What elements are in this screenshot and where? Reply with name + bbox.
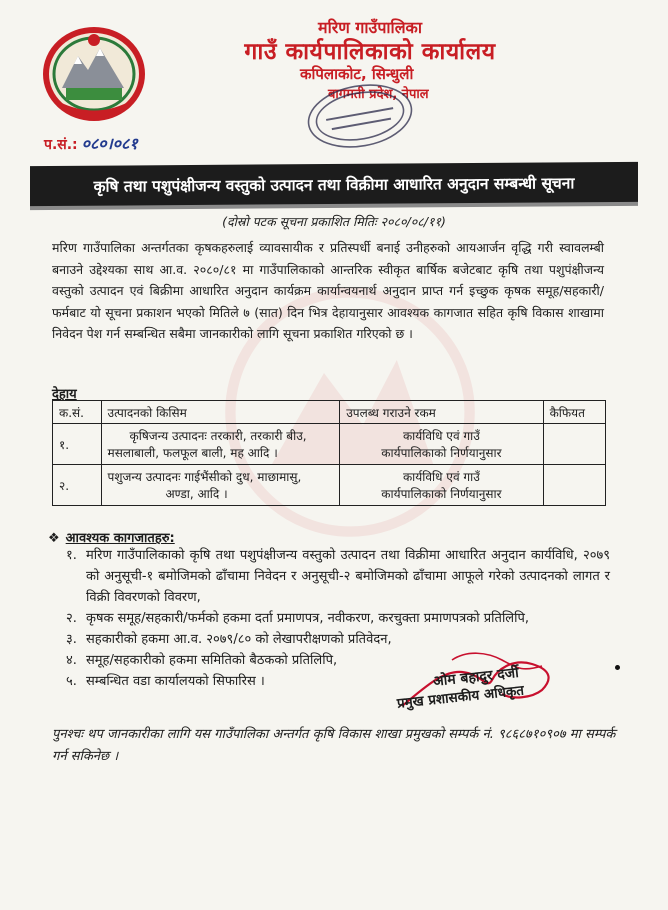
grant-table: [52, 400, 606, 506]
publication-date-text: (दोस्रो पटक सूचना प्रकाशित मितिः २०८०/०८/११): [222, 214, 446, 229]
col-header-sn: क.सं.: [53, 401, 102, 424]
contact-phone: ९८६८७१०९०७: [498, 727, 566, 742]
cell-amount: [340, 424, 543, 465]
postscript: [52, 724, 622, 768]
reference-number: [44, 132, 138, 154]
cell-sn: १.: [53, 424, 102, 465]
municipality-name: मरिण गाउँपालिका: [318, 18, 422, 37]
required-docs-title: आवश्यक कागजातहरु:: [65, 531, 175, 546]
list-item: [60, 545, 610, 608]
cell-amount-line-1: कार्यविधि एवं गाउँ: [402, 470, 480, 484]
cell-remarks: [543, 424, 605, 465]
list-item-number: ५.: [66, 674, 77, 689]
postscript-text: पुनश्चः थप जानकारीका लागि यस गाउँपालिका अन्तर्गत कृषि विकास शाखा प्रमुखको सम्पर्क नं.: [52, 727, 494, 742]
signatory-title: प्रमुख प्रशासकीय अधिकृत: [396, 682, 525, 712]
office-title: गाउँ कार्यपालिकाको कार्यालय: [244, 39, 496, 65]
col-header-remarks: कैफियत: [543, 401, 605, 424]
table-header-row: [53, 401, 606, 424]
address-line-2: बागमती प्रदेश, नेपाल: [328, 87, 429, 102]
table-title: देहाय: [52, 387, 77, 402]
publication-date: [0, 213, 668, 230]
cell-product-line-1: कृषिजन्य उत्पादनः तरकारी, तरकारी बीउ,: [129, 429, 307, 443]
notice-title: कृषि तथा पशुपंक्षीजन्य वस्तुको उत्पादन तथा विक्रीमा आधारित अनुदान सम्बन्धी सूचना: [93, 174, 575, 196]
list-item-number: ४.: [66, 653, 77, 668]
col-header-amount: उपलब्ध गराउने रकम: [340, 401, 543, 424]
cell-remarks: [543, 465, 605, 506]
cell-product-line-1: पशुजन्य उत्पादनः गाईभैंसीको दुध, माछामासु,: [107, 470, 302, 484]
list-item-text: समूह/सहकारीको हकमा समितिको बैठकको प्रतिलिपि,: [86, 653, 338, 668]
required-docs-heading: [48, 528, 175, 546]
cell-product-type: [101, 465, 340, 506]
office-stamp: [300, 80, 420, 152]
postscript-text-2: मा सम्पर्क गर्न सकिनेछ ।: [52, 727, 616, 764]
diamond-bullet-icon: ❖: [48, 531, 60, 546]
ink-dot: [615, 665, 620, 670]
cell-sn: २.: [53, 465, 102, 506]
list-item-text: सहकारीको हकमा आ.व. २०७९/८० को लेखापरीक्षणको प्रतिवेदन,: [86, 632, 392, 647]
signatory-name: ओम बहादुर दर्जी: [432, 664, 520, 690]
cell-amount-line-2: कार्यपालिकाको निर्णयानुसार: [381, 446, 502, 460]
cell-product-line-2: अण्डा, आदि ।: [165, 487, 228, 501]
notice-title-banner: [30, 162, 638, 206]
cell-amount-line-2: कार्यपालिकाको निर्णयानुसार: [381, 487, 502, 501]
list-item-number: १.: [66, 548, 77, 563]
cell-amount-line-1: कार्यविधि एवं गाउँ: [402, 429, 480, 443]
list-item-text: सम्बन्धित वडा कार्यालयको सिफारिस ।: [86, 674, 265, 689]
intro-paragraph: मरिण गाउँपालिका अन्तर्गतका कृषकहरुलाई व्यावसायीक र प्रतिस्पर्धी बनाई उनीहरुको आयआर्जन वृद्धि गरी स्वावलम्बी बनाउने उद्देश्यका साथ आ.व. २०८०/८१ मा गाउँपालिकाको आन्तरिक स्वीकृत बार्षिक बजेटबाट कृषि तथा पशुपंक्षीजन्य वस्तुको उत्पादन एवं बिक्रीमा आधारित अनुदान कार्यक्रम कार्यान्वयनार्थ अनुदान प्राप्त गर्न इच्छुक कृषक समूह/सहकारी/फर्मबाट यो सूचना प्रकाशन भएको मितिले ७ (सात) दिन भित्र देहायानुसार आवश्यक कागजात सहित कृषि विकास शाखामा निवेदन पेश गर्न सम्बन्धित सबैमा जानकारीको लागि सूचना प्रकाशित गरिएको छ ।: [52, 240, 604, 341]
list-item-number: ३.: [66, 632, 77, 647]
cell-amount: [340, 465, 543, 506]
list-item: [60, 608, 610, 629]
reference-value: ०८०।०८१: [81, 134, 138, 153]
table-row: [53, 465, 606, 506]
cell-product-line-2: मसलाबाली, फलफूल बाली, मह आदि ।: [107, 446, 278, 460]
list-item: [60, 629, 610, 650]
table-row: [53, 424, 606, 465]
list-item-number: २.: [66, 611, 77, 626]
list-item-text: मरिण गाउँपालिकाको कृषि तथा पशुपंक्षीजन्य वस्तुको उत्पादन तथा विक्रीमा आधारित अनुदान कार्यविधि, २०७९ को अनुसूची-१ बमोजिमको ढाँचामा निवेदन र अनुसूची-२ बमोजिमको ढाँचामा आफूले गरेको उत्पादनको लागत र विक्री विवरणको विवरण,: [86, 548, 610, 605]
list-item-text: कृषक समूह/सहकारी/फर्मको हकमा दर्ता प्रमाणपत्र, नवीकरण, करचुक्ता प्रमाणपत्रको प्रतिलिपि,: [86, 611, 530, 626]
address-line-1: कपिलाकोट, सिन्धुली: [300, 65, 414, 83]
reference-label: प.सं.:: [44, 137, 78, 153]
col-header-product-type: उत्पादनको किसिम: [101, 401, 340, 424]
cell-product-type: [101, 424, 340, 465]
